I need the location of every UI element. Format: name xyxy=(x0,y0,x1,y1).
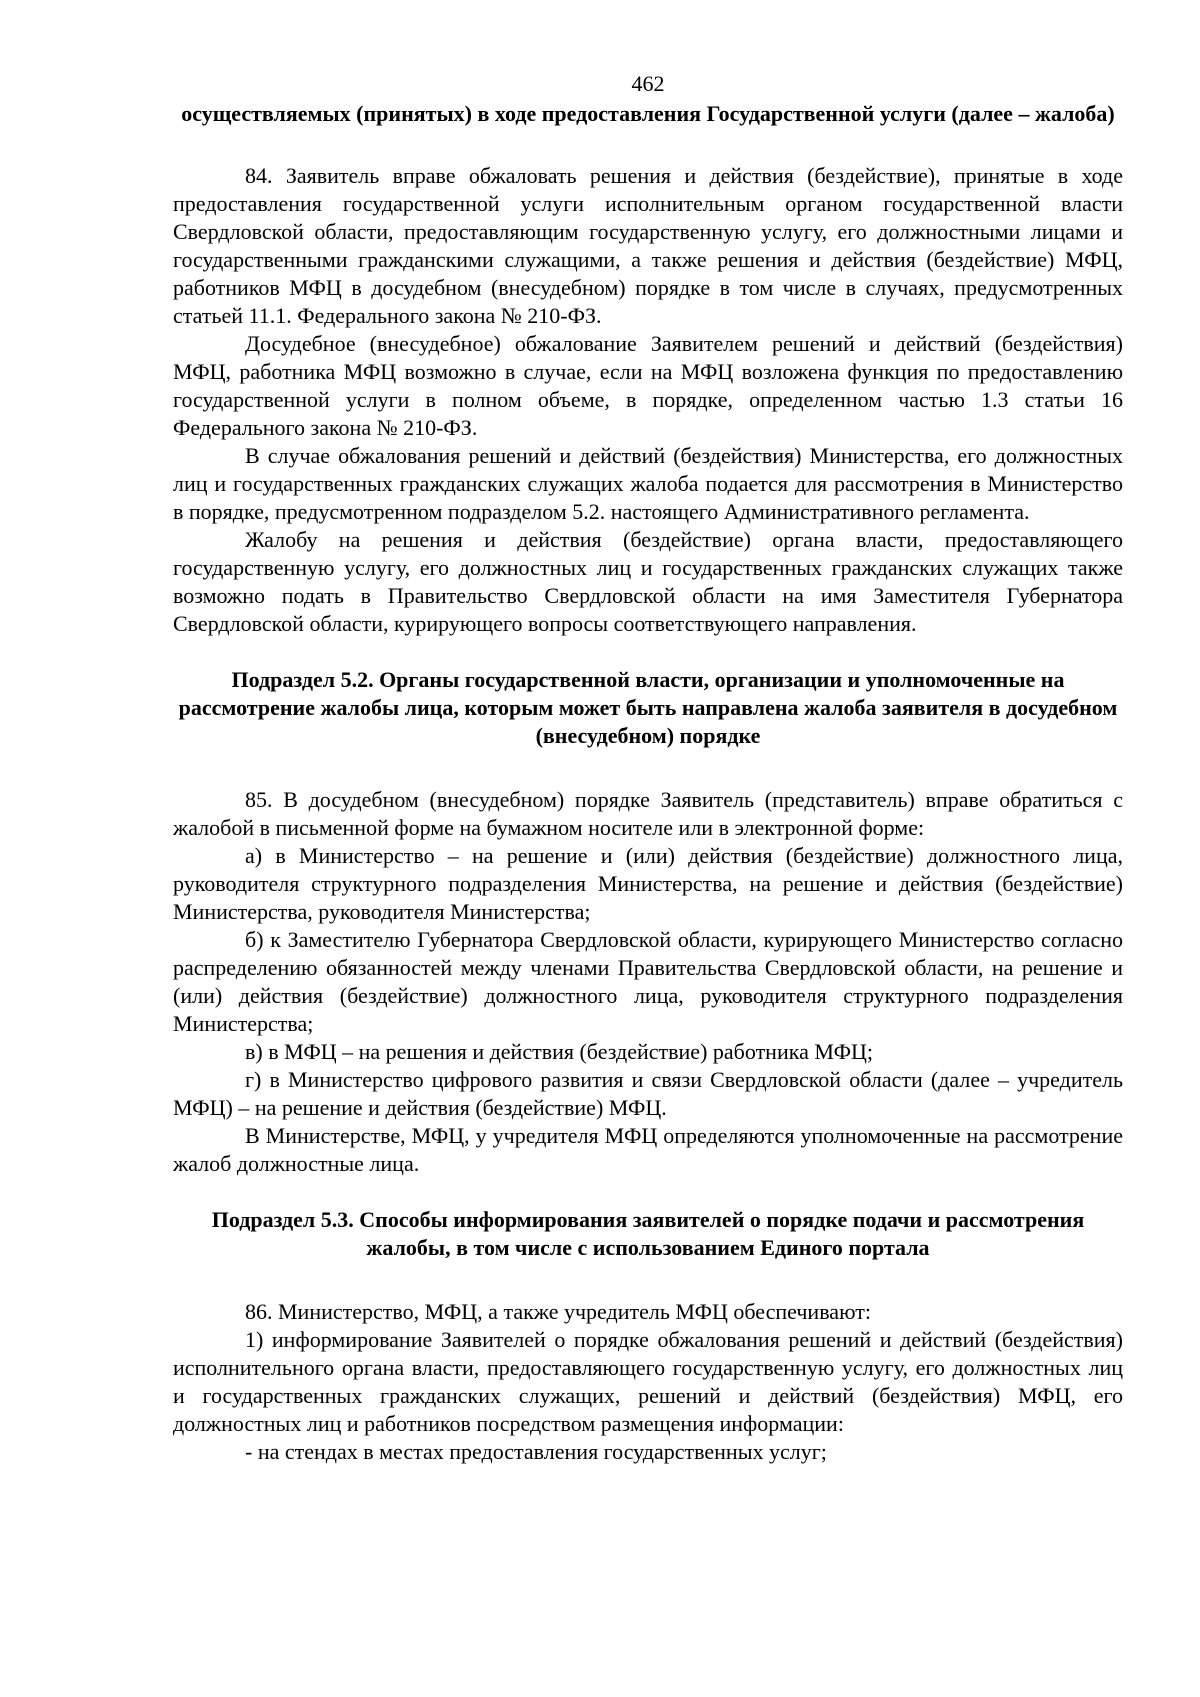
document-page xyxy=(173,70,1123,1466)
list-item-1: 1) информирование Заявителей о порядке обжалования решений и действий (бездействия) исполнительного органа власти, предоставляющего государственную услугу, его должностных лиц и государственных гражданских служащих, решений и действий (бездействия) МФЦ, его должностных лиц и работников посредством размещения информации: xyxy=(173,1327,1123,1436)
paragraph-85: 85. В досудебном (внесудебном) порядке Заявитель (представитель) вправе обратиться с жалобой в письменной форме на бумажном носителе или в электронной форме: xyxy=(173,787,1123,840)
section-body-5-3 xyxy=(173,1298,1123,1466)
paragraph-government-appeal: Жалобу на решения и действия (бездействие) органа власти, предоставляющего государственную услугу, его должностных лиц и государственных гражданских служащих также возможно подать в Правительство Свердловской области на имя Заместителя Губернатора Свердловской области, курирующего вопросы соответствующего направления. xyxy=(173,527,1123,636)
paragraph-84: 84. Заявитель вправе обжаловать решения и действия (бездействие), принятые в ходе предоставления государственной услуги исполнительным органом государственной власти Свердловской области, предоставляющим государственную услугу, его должностными лицами и государственными гражданскими служащими, а также решения и действия (бездействие) МФЦ, работников МФЦ в досудебном (внесудебном) порядке в том числе в случаях, предусмотренных статьей 11.1. Федерального закона № 210-ФЗ. xyxy=(173,163,1123,328)
list-item-stands: - на стендах в местах предоставления государственных услуг; xyxy=(245,1439,827,1464)
paragraph-authorized-officials: В Министерстве, МФЦ, у учредителя МФЦ определяются уполномоченные на рассмотрение жалоб должностные лица. xyxy=(173,1123,1123,1176)
list-item-a: а) в Министерство – на решение и (или) действия (бездействие) должностного лица, руководителя структурного подразделения Министерства, на решение и действия (бездействие) Министерства, руководителя Министерства; xyxy=(173,843,1123,924)
paragraph-86: 86. Министерство, МФЦ, а также учредитель МФЦ обеспечивают: xyxy=(245,1299,871,1324)
page-number: 462 xyxy=(631,71,665,96)
section-heading-complaint: осуществляемых (принятых) в ходе предоставления Государственной услуги (далее – жалоба) xyxy=(181,101,1115,126)
section-body-5-2 xyxy=(173,786,1123,1178)
section-body-complaint xyxy=(173,162,1123,638)
subsection-heading-5-3: Подраздел 5.3. Способы информирования заявителей о порядке подачи и рассмотрения жалобы, в том числе с использованием Единого портала xyxy=(211,1207,1085,1260)
paragraph-pretrial-appeal: Досудебное (внесудебное) обжалование Заявителем решений и действий (бездействия) МФЦ, работника МФЦ возможно в случае, если на МФЦ возложена функция по предоставлению государственной услуги в полном объеме, в порядке, определенном частью 1.3 статьи 16 Федерального закона № 210-ФЗ. xyxy=(173,331,1123,440)
subsection-heading-5-2: Подраздел 5.2. Органы государственной власти, организации и уполномоченные на рассмотрение жалобы лица, которым может быть направлена жалоба заявителя в досудебном (внесудебном) порядке xyxy=(178,667,1118,748)
list-item-v: в) в МФЦ – на решения и действия (бездействие) работника МФЦ; xyxy=(245,1039,873,1064)
list-item-b: б) к Заместителю Губернатора Свердловской области, курирующего Министерство согласно распределению обязанностей между членами Правительства Свердловской области, на решение и (или) действия (бездействие) должностного лица, руководителя структурного подразделения Министерства; xyxy=(173,927,1123,1036)
list-item-g: г) в Министерство цифрового развития и связи Свердловской области (далее – учредитель МФЦ) – на решение и действия (бездействие) МФЦ. xyxy=(173,1067,1123,1120)
paragraph-ministry-appeal: В случае обжалования решений и действий (бездействия) Министерства, его должностных лиц и государственных гражданских служащих жалоба подается для рассмотрения в Министерство в порядке, предусмотренном подразделом 5.2. настоящего Административного регламента. xyxy=(173,443,1123,524)
